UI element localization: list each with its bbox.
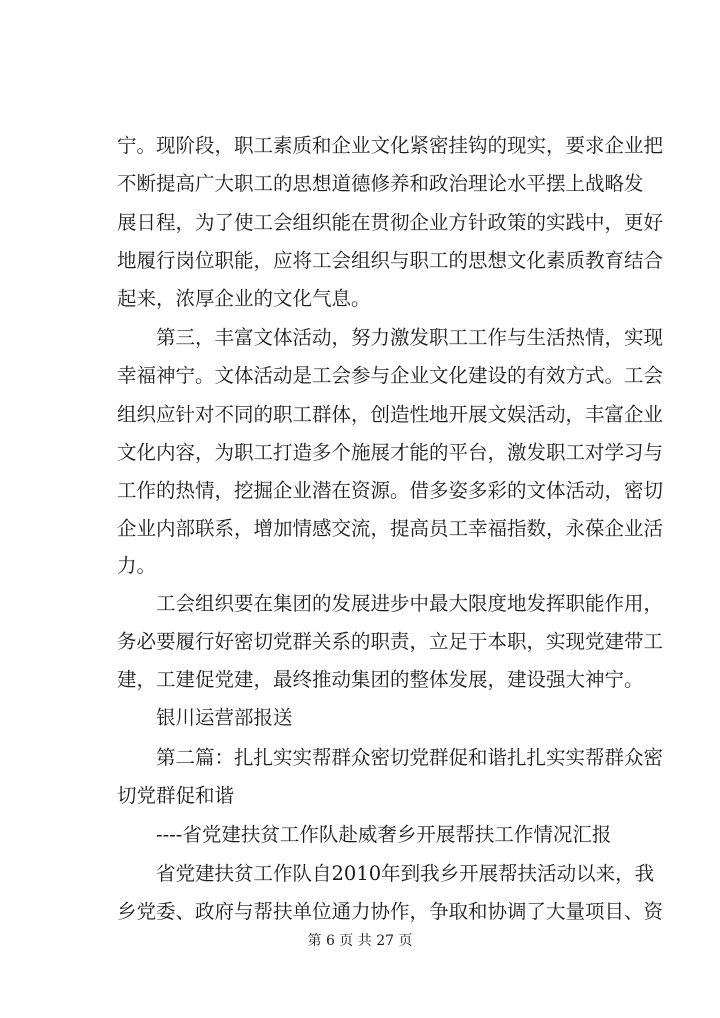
paragraph-line: 幸福神宁。文体活动是工会参与企业文化建设的有效方式。工会 <box>117 364 664 387</box>
paragraph-line: 乡党委、政府与帮扶单位通力协作，争取和协调了大量项目、资 <box>117 900 664 923</box>
signature-line: 银川运营部报送 <box>156 706 293 729</box>
paragraph-line: 务必要履行好密切党群关系的职责，立足于本职，实现党建带工 <box>117 630 664 653</box>
paragraph-line: 文化内容，为职工打造多个施展才能的平台，激发职工对学习与 <box>117 441 664 464</box>
page-number-footer: 第 6 页 共 27 页 <box>307 933 413 949</box>
paragraph-line: 起来，浓厚企业的文化气息。 <box>117 287 371 310</box>
paragraph-line: 不断提高广大职工的思想道德修养和政治理论水平摆上战略发 <box>117 172 644 195</box>
subtitle-line: ----省党建扶贫工作队赴威奢乡开展帮扶工作情况汇报 <box>156 823 612 846</box>
paragraph-line: 组织应针对不同的职工群体，创造性地开展文娱活动，丰富企业 <box>117 403 664 426</box>
paragraph-line: 力。 <box>117 554 157 577</box>
paragraph-line: 建，工建促党建，最终推动集团的整体发展，建设强大神宁。 <box>117 668 644 691</box>
paragraph-first-line: 省党建扶贫工作队自2010年到我乡开展帮扶活动以来，我 <box>156 862 655 885</box>
paragraph-line: 地履行岗位职能，应将工会组织与职工的思想文化素质教育结合 <box>117 249 664 272</box>
paragraph-line: 展日程，为了使工会组织能在贯彻企业方针政策的实践中，更好 <box>117 211 664 234</box>
paragraph-first-line: 工会组织要在集团的发展进步中最大限度地发挥职能作用， <box>156 592 664 615</box>
paragraph-first-line: 第三，丰富文体活动，努力激发职工工作与生活热情，实现 <box>156 326 664 349</box>
paragraph-line: 工作的热情，挖掘企业潜在资源。借多姿多彩的文体活动，密切 <box>117 479 664 502</box>
paragraph-line: 企业内部联系，增加情感交流，提高员工幸福指数，永葆企业活 <box>117 517 664 540</box>
paragraph-line: 宁。现阶段，职工素质和企业文化紧密挂钩的现实，要求企业把 <box>117 134 664 157</box>
section-heading-line: 第二篇：扎扎实实帮群众密切党群促和谐扎扎实实帮群众密 <box>156 746 664 769</box>
section-heading-line: 切党群促和谐 <box>117 784 235 807</box>
